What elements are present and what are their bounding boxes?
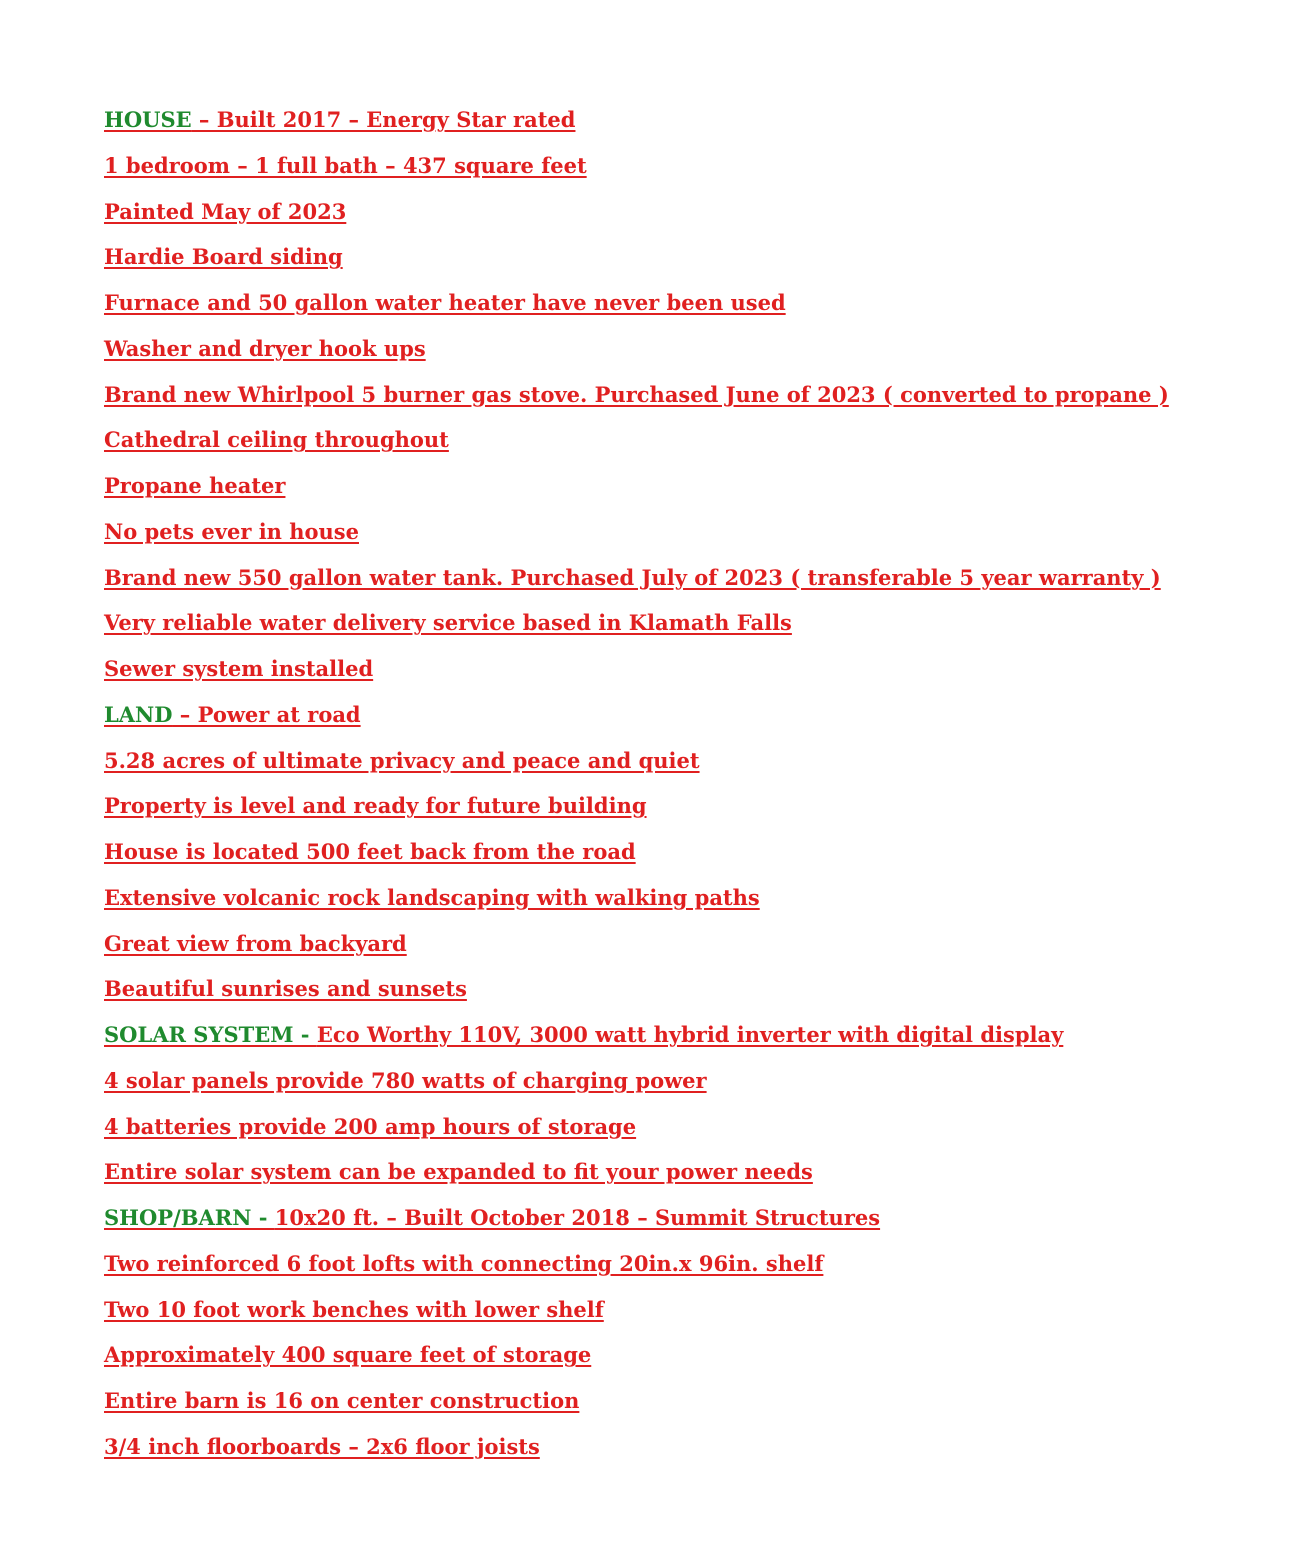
feature-line: Cathedral ceiling throughout (104, 427, 449, 453)
heading-label: SHOP/BARN - (104, 1205, 275, 1230)
feature-line: Approximately 400 square feet of storage (104, 1342, 592, 1368)
section-heading-shop-barn (104, 1202, 1169, 1248)
heading-detail: 10x20 ft. – Built October 2018 – Summit Structures (274, 1205, 881, 1230)
feature-list (104, 104, 1169, 1477)
feature-line: Beautiful sunrises and sunsets (104, 976, 467, 1002)
feature-line: Washer and dryer hook ups (104, 335, 426, 361)
feature-line: Furnace and 50 gallon water heater have never been used (104, 290, 786, 315)
feature-line: 5.28 acres of ultimate privacy and peace and quiet (104, 747, 700, 773)
feature-line: 1 bedroom – 1 full bath – 437 square feet (104, 152, 587, 178)
feature-line: Brand new Whirlpool 5 burner gas stove. Purchased June of 2023 ( converted to propane ) (104, 381, 1169, 407)
heading-label: SOLAR SYSTEM - (104, 1022, 317, 1047)
feature-line: 4 solar panels provide 780 watts of charging power (104, 1067, 707, 1093)
feature-line: Hardie Board siding (104, 244, 343, 270)
feature-line: Great view from backyard (104, 930, 407, 956)
feature-line: Painted May of 2023 (104, 198, 347, 224)
feature-line: Entire barn is 16 on center construction (104, 1388, 580, 1413)
feature-line: Brand new 550 gallon water tank. Purchased July of 2023 ( transferable 5 year warranty ) (104, 564, 1161, 590)
feature-line: Extensive volcanic rock landscaping with walking paths (104, 884, 760, 910)
feature-line: Property is level and ready for future building (104, 793, 647, 819)
heading-label: LAND (104, 701, 173, 727)
heading-label: HOUSE (104, 107, 192, 132)
section-heading-land (104, 699, 1169, 745)
feature-line: Two 10 foot work benches with lower shelf (104, 1296, 604, 1322)
feature-line: Two reinforced 6 foot lofts with connecting 20in.x 96in. shelf (104, 1250, 824, 1276)
section-heading-solar-system (104, 1019, 1169, 1065)
feature-line: Propane heater (104, 473, 286, 498)
heading-detail: Eco Worthy 110V, 3000 watt hybrid inverter with digital display (316, 1022, 1064, 1047)
feature-line: 3/4 inch floorboards – 2x6 floor joists (104, 1433, 540, 1459)
feature-line: 4 batteries provide 200 amp hours of storage (104, 1113, 637, 1139)
section-heading-house (104, 104, 1169, 150)
heading-detail: – Power at road (172, 701, 361, 727)
feature-line: Sewer system installed (104, 656, 374, 681)
heading-detail: – Built 2017 – Energy Star rated (191, 107, 576, 132)
feature-line: Entire solar system can be expanded to fit your power needs (104, 1159, 813, 1185)
feature-line: No pets ever in house (104, 518, 359, 544)
feature-line: Very reliable water delivery service based in Klamath Falls (104, 610, 792, 636)
feature-line: House is located 500 feet back from the road (104, 839, 636, 864)
